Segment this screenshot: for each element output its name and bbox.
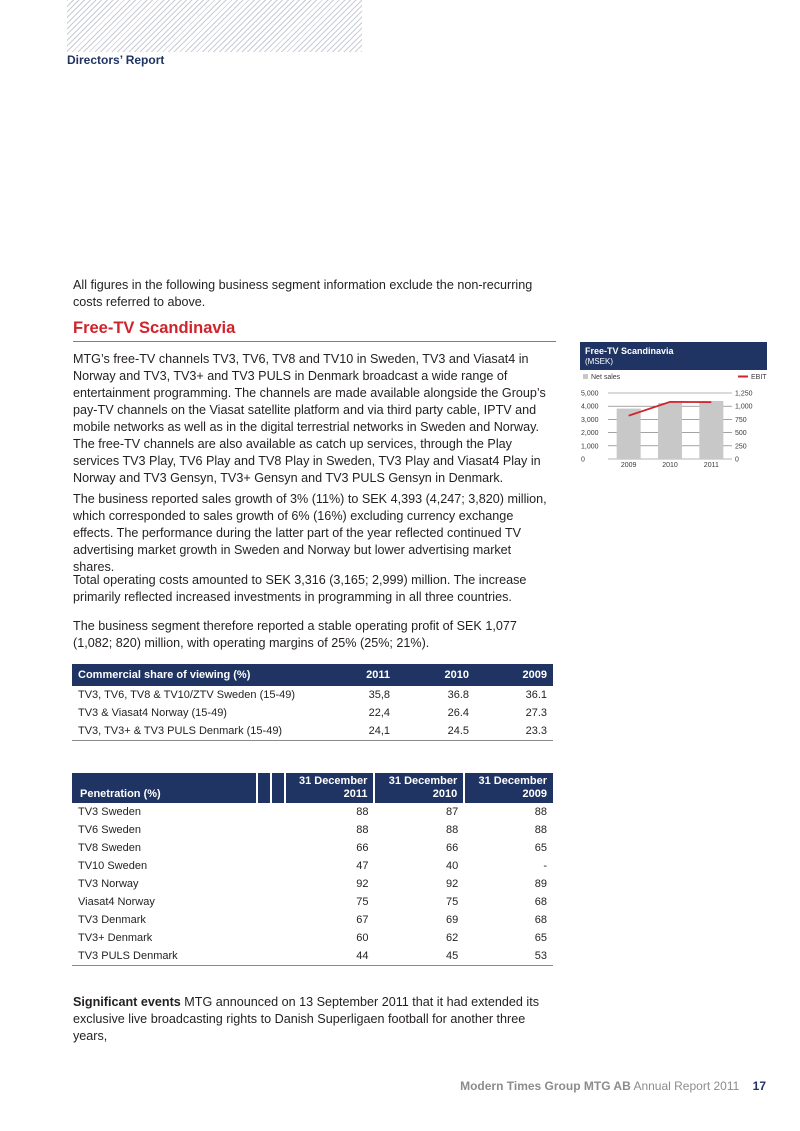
table-row: [72, 893, 553, 911]
row-value: 26.4: [447, 707, 469, 719]
row-value: 36.8: [447, 689, 469, 701]
y-left-tick-label: 3,000: [581, 416, 599, 424]
table-header-cell: [374, 773, 464, 803]
table-header-spacer: [257, 773, 271, 803]
table-row: [72, 704, 553, 722]
table-row: [72, 821, 553, 839]
row-value: 88: [534, 824, 547, 836]
row-value: 45: [374, 947, 464, 965]
row-value: 24.5: [396, 722, 475, 740]
row-value: 65: [534, 932, 547, 944]
row-value: 89: [534, 878, 547, 890]
table-header-cell: 2010: [396, 664, 475, 686]
y-right-tick-label: 1,250: [735, 390, 753, 398]
row-value: 88: [534, 806, 547, 818]
table-row: [72, 911, 553, 929]
y-left-tick-label: 1,000: [581, 443, 599, 451]
penetration-table: [72, 773, 553, 966]
header-label: 31 December: [478, 775, 547, 787]
x-tick-label: 2010: [662, 462, 678, 469]
row-value: 92: [446, 878, 459, 890]
row-value: 62: [446, 932, 459, 944]
y-right-tick-label: 500: [735, 430, 747, 438]
paragraph-channels: MTG’s free-TV channels TV3, TV6, TV8 and TV10 in Sweden, TV3 and Viasat4 in Norway and TV3, TV3+ and TV3 PULS in Denmark broadcast a wide range of entertainment programming. The channels are made available alongside the Group’s pay-TV channels on the Viasat satellite platform and via third party cable, IPTV and mobile networks as well as in the digital terrestrial networks in Sweden and Norway. The free-TV channels are also available as catch up services, through the Play services TV3 Play, TV6 Play and TV8 Play in Sweden, TV3 Play and Viasat4 Play in Norway and TV3 Gensyn, TV3+ Gensyn and TV3 PULS Gensyn in Denmark.: [73, 352, 546, 485]
y-right-tick-label: 250: [735, 443, 747, 451]
row-value: 27.3: [525, 707, 547, 719]
row-value: 88: [446, 824, 459, 836]
row-label: TV3, TV6, TV8 & TV10/ZTV Sweden (15-49): [78, 689, 296, 701]
row-value: 92: [356, 878, 369, 890]
y-left-tick-label: 4,000: [581, 403, 599, 411]
legend-swatch-net-sales: [583, 374, 588, 379]
row-label: TV3+ Denmark: [78, 932, 153, 944]
table-header-cell: Penetration (%): [72, 773, 257, 803]
row-value: 67: [356, 914, 369, 926]
header-hatch-pattern: [67, 0, 362, 52]
bar-net-sales-2009: [617, 409, 641, 459]
header-label: 31 December: [298, 775, 368, 787]
table-row: [72, 839, 553, 857]
bar-net-sales-2010: [658, 403, 682, 459]
row-label: TV10 Sweden: [78, 860, 148, 872]
row-label: TV8 Sweden: [78, 842, 141, 854]
row-value: 68: [534, 896, 547, 908]
legend-label-ebit: EBIT: [751, 374, 767, 381]
row-value: 75: [446, 896, 459, 908]
footer-company: Modern Times Group MTG AB: [460, 1079, 631, 1093]
table-header-cell: [464, 773, 553, 803]
header-year: 2011: [343, 788, 368, 800]
row-value: 23.3: [475, 722, 553, 740]
row-value: 88: [356, 806, 369, 818]
row-value: 60: [356, 932, 369, 944]
table-row: [72, 803, 553, 821]
x-tick-label: 2009: [620, 462, 637, 469]
table-header-spacer: [271, 773, 285, 803]
row-label: TV3 Norway: [78, 878, 139, 890]
chart-unit: (MSEK): [585, 357, 613, 366]
table-row: [72, 857, 553, 875]
page-number: 17: [752, 1079, 766, 1093]
significant-events-lead: Significant events: [73, 995, 181, 1009]
legend-label-net-sales: Net sales: [591, 374, 621, 381]
header-year: 2010: [432, 788, 458, 800]
row-label: TV3 PULS Denmark: [72, 947, 285, 965]
chart-plot: [580, 370, 767, 472]
row-value: 36.1: [525, 689, 547, 701]
table-header-cell: [285, 773, 375, 803]
y-right-tick-label: 0: [735, 456, 739, 464]
paragraph-costs: Total operating costs amounted to SEK 3,316 (3,165; 2,999) million. The increase primarily reflected increased investments in programming in all three countries.: [73, 573, 527, 604]
row-value: 87: [446, 806, 459, 818]
paragraph-profit: The business segment therefore reported a stable operating profit of SEK 1,077 (1,082; 820) million, with operating margins of 25% (25%; 21%).: [73, 619, 517, 650]
y-left-tick-label: 5,000: [581, 390, 599, 398]
chart-title: Free-TV Scandinavia: [585, 346, 674, 356]
table-header-row: [72, 773, 553, 803]
segment-heading: Free-TV Scandinavia: [73, 319, 236, 337]
row-label: TV3, TV3+ & TV3 PULS Denmark (15-49): [72, 722, 317, 740]
page-footer: [460, 1079, 766, 1093]
y-left-tick-label: 2,000: [581, 430, 599, 438]
table-header-cell: Commercial share of viewing (%): [72, 664, 317, 686]
x-tick-label: 2011: [703, 462, 719, 469]
significant-events-text: MTG announced on 13 September 2011 that it had extended its exclusive live broadcasting rights to Danish Superligaen football for another three years,: [73, 995, 540, 1043]
table-row: [72, 929, 553, 947]
row-value: 53: [464, 947, 553, 965]
row-value: 40: [446, 860, 459, 872]
y-right-tick-label: 750: [735, 416, 747, 424]
intro-paragraph: All figures in the following business segment information exclude the non-recurring costs referred to above.: [73, 278, 533, 309]
chart-header: [580, 342, 767, 370]
row-label: TV3 Denmark: [78, 914, 146, 926]
y-left-tick-label: 0: [581, 456, 585, 464]
y-right-tick-label: 1,000: [735, 403, 753, 411]
row-value: 88: [356, 824, 369, 836]
free-tv-chart: [580, 342, 767, 472]
footer-report: Annual Report 2011: [633, 1079, 740, 1093]
header-year: 2009: [522, 788, 547, 800]
significant-events-paragraph: [73, 994, 553, 1045]
table-header-cell: 2011: [317, 664, 396, 686]
table-header-row: [72, 664, 553, 686]
row-value: 75: [356, 896, 369, 908]
row-value: 68: [534, 914, 547, 926]
viewing-share-table: [72, 664, 553, 741]
row-label: TV6 Sweden: [78, 824, 141, 836]
row-label: TV3 Sweden: [78, 806, 141, 818]
table-row: [72, 947, 553, 965]
table-header-cell: 2009: [475, 664, 553, 686]
row-value: 66: [446, 842, 459, 854]
row-value: 35,8: [368, 689, 390, 701]
table-row: [72, 875, 553, 893]
header-label: 31 December: [388, 775, 458, 787]
row-value: 66: [356, 842, 369, 854]
table-row: [72, 686, 553, 704]
row-label: Viasat4 Norway: [78, 896, 155, 908]
row-value: 24,1: [317, 722, 396, 740]
row-value: 44: [285, 947, 375, 965]
row-value: 69: [446, 914, 459, 926]
row-value: 65: [534, 842, 547, 854]
heading-rule: [73, 341, 556, 342]
paragraph-sales: The business reported sales growth of 3% (11%) to SEK 4,393 (4,247; 3,820) million, which corresponded to sales growth of 6% (16%) excluding currency exchange effects. The performance during the latter part of the year reflected continued TV advertising market growth in Sweden and Norway but lower advertising market shares.: [73, 492, 547, 574]
row-value: 22,4: [368, 707, 390, 719]
table-row: [72, 722, 553, 740]
bar-net-sales-2011: [699, 401, 723, 459]
row-value: -: [543, 860, 547, 872]
row-value: 47: [356, 860, 369, 872]
section-title: Directors’ Report: [67, 53, 165, 67]
row-label: TV3 & Viasat4 Norway (15-49): [78, 707, 227, 719]
